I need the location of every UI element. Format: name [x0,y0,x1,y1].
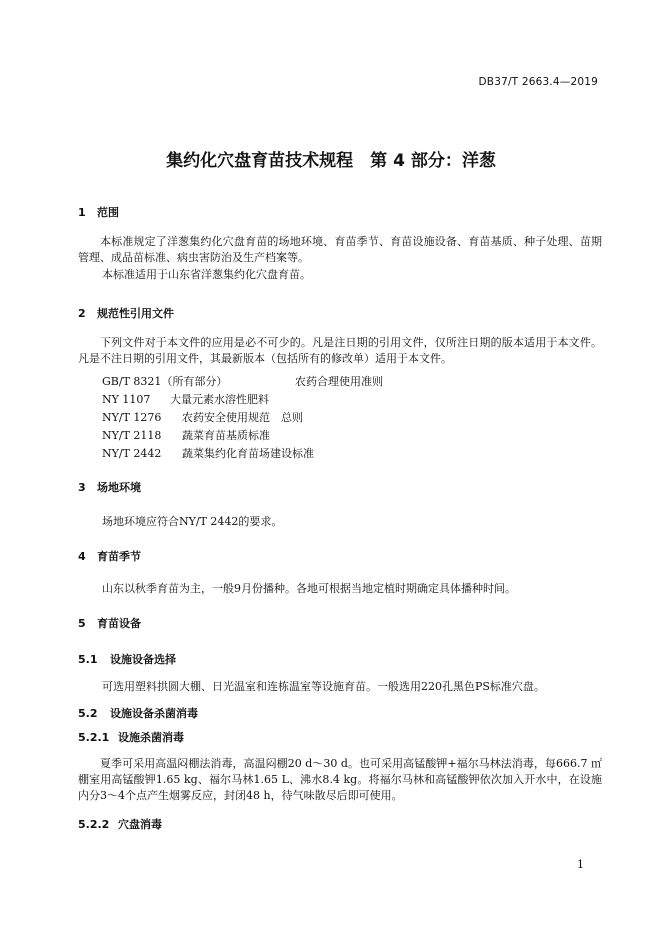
reference-code: GB/T 8321（所有部分） [102,375,228,388]
reference-item [102,391,269,407]
reference-title: 农药安全使用规范 总则 [182,411,303,424]
section-number: 5.2 [78,707,98,720]
section-number: 4 [78,550,86,563]
section-title: 规范性引用文件 [97,307,174,320]
section-heading-1 [78,204,119,220]
subsection-heading-5-2-1 [78,729,184,745]
section-heading-4 [78,548,141,564]
section-number: 1 [78,206,86,219]
reference-code: NY 1107 [102,393,151,406]
paragraph-equipment-selection: 可选用塑料拱圆大棚、日光温室和连栋温室等设施育苗。一般选用220孔黑色PS标准穴盘。 [102,680,545,693]
section-title: 育苗季节 [97,550,141,563]
reference-code: NY/T 1276 [102,411,162,424]
section-title: 设施杀菌消毒 [118,731,184,744]
reference-item [102,373,383,389]
section-title: 范围 [97,206,119,219]
section-title: 穴盘消毒 [118,818,162,831]
paragraph-references: 下列文件对于本文件的应用是必不可少的。凡是注日期的引用文件，仅所注日期的版本适用于本文件。凡是不注日期的引用文件，其最新版本（包括所有的修改单）适用于本文件。 [78,336,602,365]
section-number: 5 [78,617,86,630]
reference-title: 蔬菜集约化育苗场建设标准 [182,447,314,460]
reference-code: NY/T 2442 [102,447,162,460]
section-number: 5.1 [78,653,98,666]
section-title: 设施设备选择 [110,653,176,666]
document-title: 集约化穴盘育苗技术规程 第 4 部分：洋葱 [166,151,496,171]
paragraph-season: 山东以秋季育苗为主，一般9月份播种。各地可根据当地定植时期确定具体播种时间。 [102,582,516,595]
reference-item [102,427,270,443]
reference-item [102,445,314,461]
reference-code: NY/T 2118 [102,429,162,442]
section-number: 2 [78,307,86,320]
section-heading-5 [78,615,141,631]
section-heading-3 [78,479,141,495]
section-number: 3 [78,481,86,494]
reference-item [102,409,303,425]
subsection-heading-5-2-2 [78,816,162,832]
page-number: 1 [577,858,584,871]
section-title: 育苗设备 [97,617,141,630]
paragraph-site-environment: 场地环境应符合NY/T 2442的要求。 [102,515,283,528]
reference-title: 大量元素水溶性肥料 [170,393,269,406]
section-title: 场地环境 [97,481,141,494]
section-number: 5.2.1 [78,731,110,744]
paragraph-scope-applicability: 本标准适用于山东省洋葱集约化穴盘育苗。 [102,268,311,281]
paragraph-scope: 本标准规定了洋葱集约化穴盘育苗的场地环境、育苗季节、育苗设施设备、育苗基质、种子处理、苗期管理、成品苗标准、病虫害防治及生产档案等。 [78,235,602,264]
paragraph-facility-disinfection: 夏季可采用高温闷棚法消毒，高温闷棚20 d～30 d。也可采用高锰酸钾+福尔马林法消毒，每666.7 ㎡棚室用高锰酸钾1.65 kg、福尔马林1.65 L、沸水8.4 kg。将福尔马林和高锰酸钾依次加入开水中，在设施内分3～4个点产生烟雾反应，封闭48 h，待气味散尽后即可使用。 [78,757,602,802]
section-heading-2 [78,305,174,321]
section-number: 5.2.2 [78,818,110,831]
reference-title: 农药合理使用准则 [295,375,383,388]
subsection-heading-5-2 [78,705,198,721]
reference-title: 蔬菜育苗基质标准 [182,429,270,442]
subsection-heading-5-1 [78,651,176,667]
document-code: DB37/T 2663.4—2019 [478,76,598,88]
section-title: 设施设备杀菌消毒 [110,707,198,720]
